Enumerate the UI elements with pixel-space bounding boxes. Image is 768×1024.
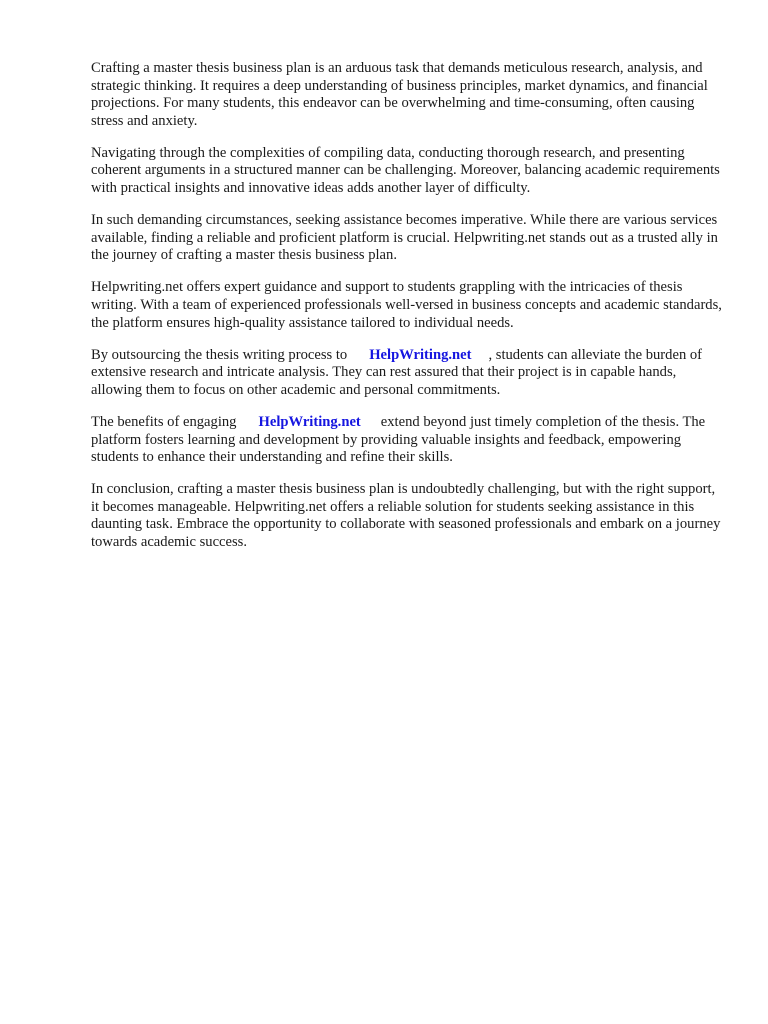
paragraph-benefits <box>91 414 726 467</box>
paragraph-intro: Crafting a master thesis business plan is an arduous task that demands meticulous research, analysis, and strategic thinking. It requires a deep understanding of business principles, market dynamics, and financial projections. For many students, this endeavor can be overwhelming and time-consuming, often causing stress and anxiety. <box>91 60 708 129</box>
paragraph-assistance: In such demanding circumstances, seeking assistance becomes imperative. While there are various services available, finding a reliable and proficient platform is crucial. Helpwriting.net stands out as a trusted ally in the journey of crafting a master thesis business plan. <box>91 212 718 264</box>
outsourcing-text-after: , students can alleviate the burden of extensive research and intricate analysis. They can rest assured that their project is in capable hands, allowing them to focus on other academic and personal commitments. <box>91 346 703 398</box>
document-body <box>91 60 726 566</box>
benefits-text-after: extend beyond just timely completion of the thesis. The platform fosters learning and development by providing valuable insights and feedback, empowering students to enhance their understanding and refine their skills. <box>91 414 706 466</box>
paragraph-complexities: Navigating through the complexities of compiling data, conducting thorough research, and presenting coherent arguments in a structured manner can be challenging. Moreover, balancing academic requirements with practical insights and innovative ideas adds another layer of difficulty. <box>91 144 720 197</box>
paragraph-outsourcing <box>91 347 726 400</box>
helpwriting-link[interactable]: HelpWriting.net <box>369 346 472 363</box>
outsourcing-text-before: By outsourcing the thesis writing process to <box>91 346 348 363</box>
paragraph-conclusion: In conclusion, crafting a master thesis business plan is undoubtedly challenging, but with the right support, it becomes manageable. Helpwriting.net offers a reliable solution for students seeking assistance in this daunting task. Embrace the opportunity to collaborate with seasoned professionals and embark on a journey towards academic success. <box>91 481 721 551</box>
paragraph-guidance: Helpwriting.net offers expert guidance and support to students grappling with the intricacies of thesis writing. With a team of experienced professionals well-versed in business concepts and academic standards, the platform ensures high-quality assistance tailored to individual needs. <box>91 279 722 331</box>
benefits-text-before: The benefits of engaging <box>91 414 237 430</box>
helpwriting-link-2[interactable]: HelpWriting.net <box>258 414 361 430</box>
